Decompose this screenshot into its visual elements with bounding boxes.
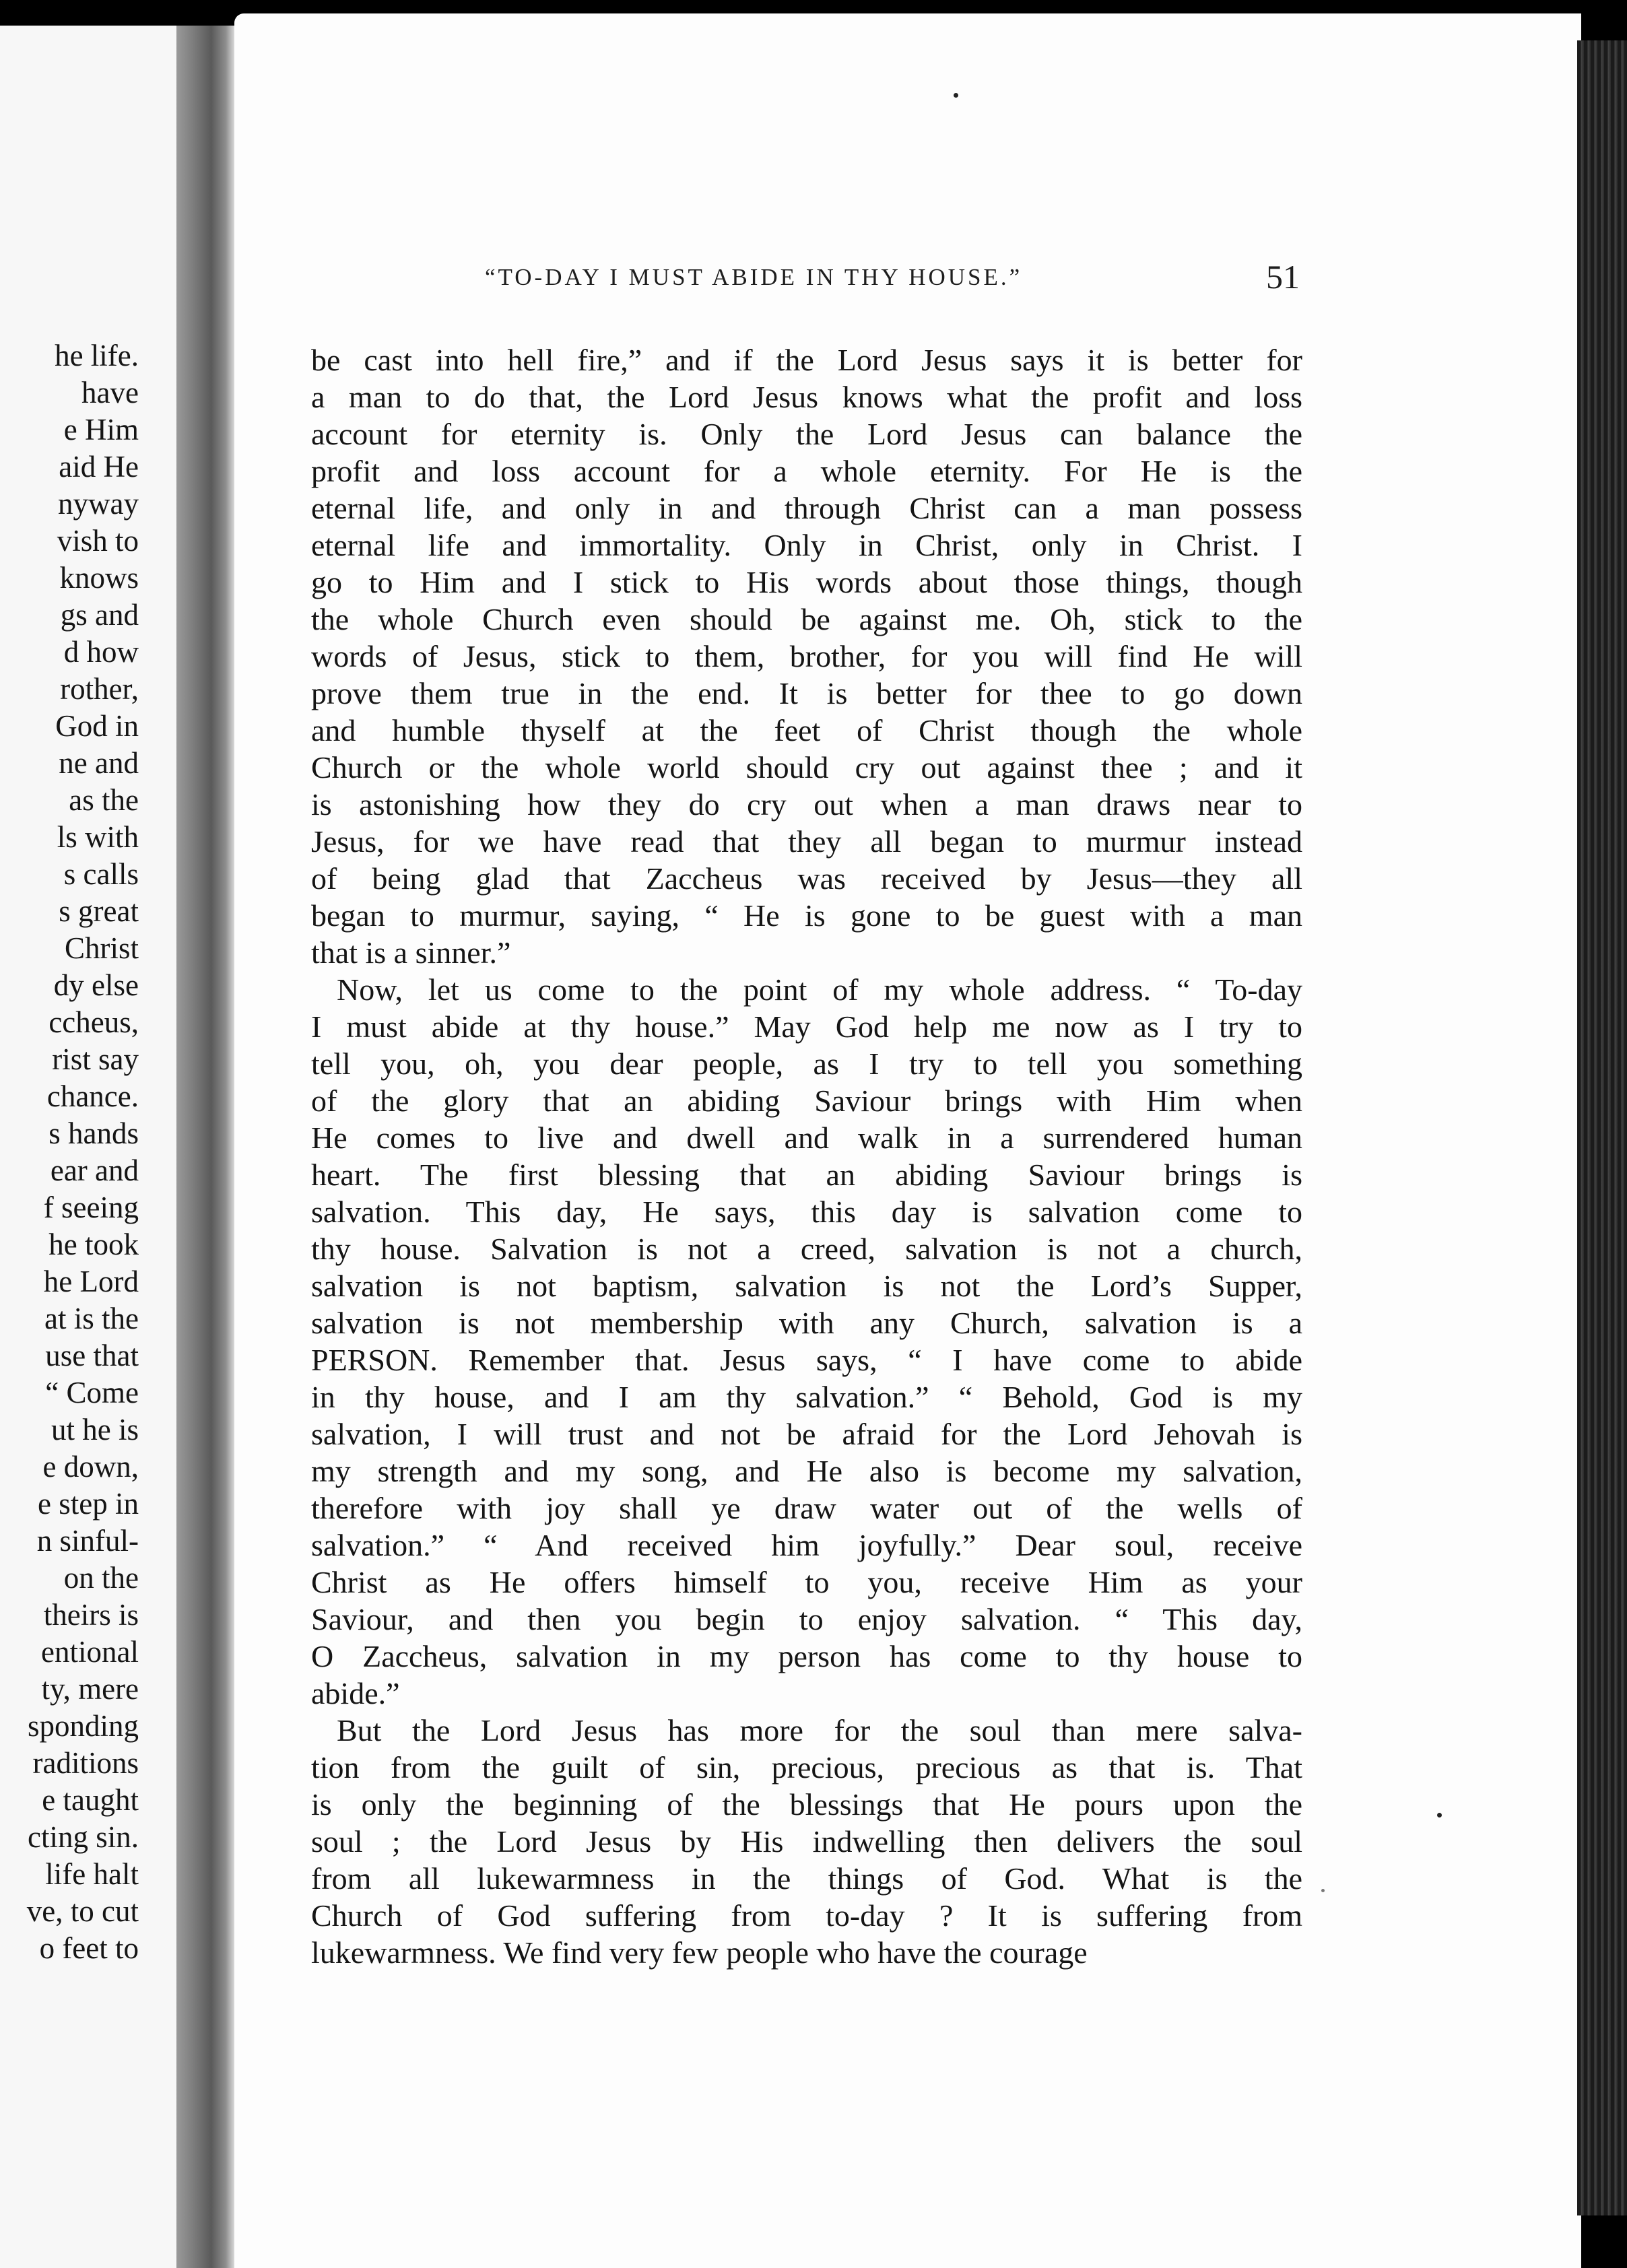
left-page-line: o feet to	[39, 1931, 139, 1965]
text-line: a man to do that, the Lord Jesus knows what the profit and loss	[311, 380, 1302, 414]
text-line: profit and loss account for a whole eternity. For He is the	[311, 454, 1302, 488]
text-line: Christ as He offers himself to you, receive Him as your	[311, 1565, 1302, 1599]
left-page-line: on the	[63, 1561, 139, 1595]
text-line: Now, let us come to the point of my whole address. “ To-day	[337, 972, 1302, 1007]
text-line: from all lukewarmness in the things of God. What is the	[311, 1861, 1302, 1896]
text-line: that is a sinner.”	[311, 935, 511, 970]
text-line: tion from the guilt of sin, precious, precious as that is. That	[311, 1750, 1302, 1785]
left-page-line: vish to	[57, 524, 139, 558]
text-line: soul ; the Lord Jesus by His indwelling then delivers the soul	[311, 1824, 1302, 1859]
text-line: heart. The first blessing that an abiding Saviour brings is	[311, 1158, 1302, 1192]
text-line: words of Jesus, stick to them, brother, for you will find He will	[311, 639, 1302, 673]
left-page-line: e down,	[42, 1450, 139, 1483]
text-line: lukewarmness. We find very few people who have the courage	[311, 1935, 1088, 1970]
print-speck	[954, 93, 958, 98]
left-page-line: f seeing	[43, 1191, 139, 1224]
left-page-line: raditions	[32, 1746, 139, 1780]
left-page-line: God in	[55, 709, 139, 743]
left-page-fragment	[0, 26, 176, 2268]
text-line: salvation is not membership with any Church, salvation is a	[311, 1306, 1302, 1340]
text-line: of the glory that an abiding Saviour brings with Him when	[311, 1083, 1302, 1118]
left-page-line: rother,	[60, 672, 139, 706]
left-page-line: ccheus,	[48, 1005, 139, 1039]
left-page-line: s great	[59, 894, 139, 928]
left-page-line: life halt	[45, 1857, 139, 1891]
left-page-line: he Lord	[43, 1265, 139, 1298]
text-line: is astonishing how they do cry out when a man draws near to	[311, 787, 1302, 822]
text-line: of being glad that Zaccheus was received by Jesus—they all	[311, 861, 1302, 896]
text-line: go to Him and I stick to His words about those things, though	[311, 565, 1302, 599]
text-line: abide.”	[311, 1676, 400, 1710]
text-line: PERSON. Remember that. Jesus says, “ I have come to abide	[311, 1343, 1302, 1377]
text-line: Saviour, and then you begin to enjoy salvation. “ This day,	[311, 1602, 1302, 1636]
text-line: therefore with joy shall ye draw water out of the wells of	[311, 1491, 1302, 1525]
left-page-line: aid He	[59, 450, 139, 483]
left-page-line: d how	[63, 635, 139, 669]
text-line: eternal life and immortality. Only in Christ, only in Christ. I	[311, 528, 1302, 562]
print-speck	[1321, 1889, 1325, 1892]
left-page-line: s calls	[63, 857, 139, 891]
left-page-line: “ Come	[45, 1376, 139, 1409]
left-page-line: at is the	[44, 1302, 139, 1335]
text-line: But the Lord Jesus has more for the soul than mere salva-	[337, 1713, 1302, 1747]
text-line: tell you, oh, you dear people, as I try to tell you something	[311, 1046, 1302, 1081]
left-page-line: e taught	[42, 1783, 139, 1817]
left-page-line: rist say	[52, 1042, 139, 1076]
left-page-line: e Him	[63, 413, 139, 446]
left-page-line: entional	[41, 1635, 139, 1669]
left-page-line: n sinful-	[36, 1524, 139, 1558]
left-page-line: s hands	[48, 1116, 139, 1150]
text-line: salvation is not baptism, salvation is not the Lord’s Supper,	[311, 1269, 1302, 1303]
left-page-line: cting sin.	[28, 1820, 139, 1854]
left-page-line: theirs is	[43, 1598, 139, 1632]
text-line: thy house. Salvation is not a creed, salvation is not a church,	[311, 1232, 1302, 1266]
left-page-line: nyway	[58, 487, 139, 521]
text-line: account for eternity is. Only the Lord Jesus can balance the	[311, 417, 1302, 451]
text-line: He comes to live and dwell and walk in a surrendered human	[311, 1121, 1302, 1155]
text-line: my strength and my song, and He also is become my salvation,	[311, 1454, 1302, 1488]
book-gutter	[176, 26, 234, 2268]
left-page-line: sponding	[27, 1709, 139, 1743]
left-page-line: ut he is	[51, 1413, 139, 1446]
left-page-line: gs and	[60, 598, 139, 632]
text-line: Church or the whole world should cry out against thee ; and it	[311, 750, 1302, 785]
left-page-line: have	[81, 376, 139, 409]
text-line: I must abide at thy house.” May God help me now as I try to	[311, 1009, 1302, 1044]
left-page-line: chance.	[46, 1079, 139, 1113]
print-speck	[1437, 1813, 1442, 1817]
text-line: is only the beginning of the blessings that He pours upon the	[311, 1787, 1302, 1822]
body-text	[311, 341, 1302, 1971]
left-page-line: ne and	[59, 746, 139, 780]
page-number: 51	[1266, 258, 1300, 296]
text-line: and humble thyself at the feet of Christ though the whole	[311, 713, 1302, 747]
left-page-line: e step in	[38, 1487, 139, 1521]
text-line: Church of God suffering from to-day ? It is suffering from	[311, 1898, 1302, 1933]
left-page-line: as the	[69, 783, 139, 817]
left-page-text	[27, 337, 139, 1967]
left-page-line: knows	[59, 561, 139, 595]
left-page-line: ear and	[50, 1154, 139, 1187]
text-line: be cast into hell fire,” and if the Lord Jesus says it is better for	[311, 343, 1302, 377]
text-line: O Zaccheus, salvation in my person has come to thy house to	[311, 1639, 1302, 1673]
left-page-line: he took	[48, 1228, 139, 1261]
text-line: salvation. This day, He says, this day is salvation come to	[311, 1195, 1302, 1229]
left-page-line: use that	[45, 1339, 139, 1372]
left-page-line: ve, to cut	[26, 1894, 139, 1928]
left-page-line: he life.	[55, 339, 139, 372]
left-page-line: ty, mere	[41, 1672, 139, 1706]
text-line: salvation.” “ And received him joyfully.” Dear soul, receive	[311, 1528, 1302, 1562]
text-line: salvation, I will trust and not be afraid for the Lord Jehovah is	[311, 1417, 1302, 1451]
text-line: in thy house, and I am thy salvation.” “ Behold, God is my	[311, 1380, 1302, 1414]
page-fore-edge	[1577, 40, 1627, 2215]
left-page-line: dy else	[53, 968, 139, 1002]
left-page-line: Christ	[64, 931, 139, 965]
text-line: prove them true in the end. It is better for thee to go down	[311, 676, 1302, 710]
text-line: the whole Church even should be against me. Oh, stick to the	[311, 602, 1302, 636]
left-page-line: ls with	[57, 820, 139, 854]
text-line: eternal life, and only in and through Christ can a man possess	[311, 491, 1302, 525]
text-line: began to murmur, saying, “ He is gone to be guest with a man	[311, 898, 1302, 933]
running-head: “TO-DAY I MUST ABIDE IN THY HOUSE.”	[485, 264, 1023, 290]
text-line: Jesus, for we have read that they all began to murmur instead	[311, 824, 1302, 859]
